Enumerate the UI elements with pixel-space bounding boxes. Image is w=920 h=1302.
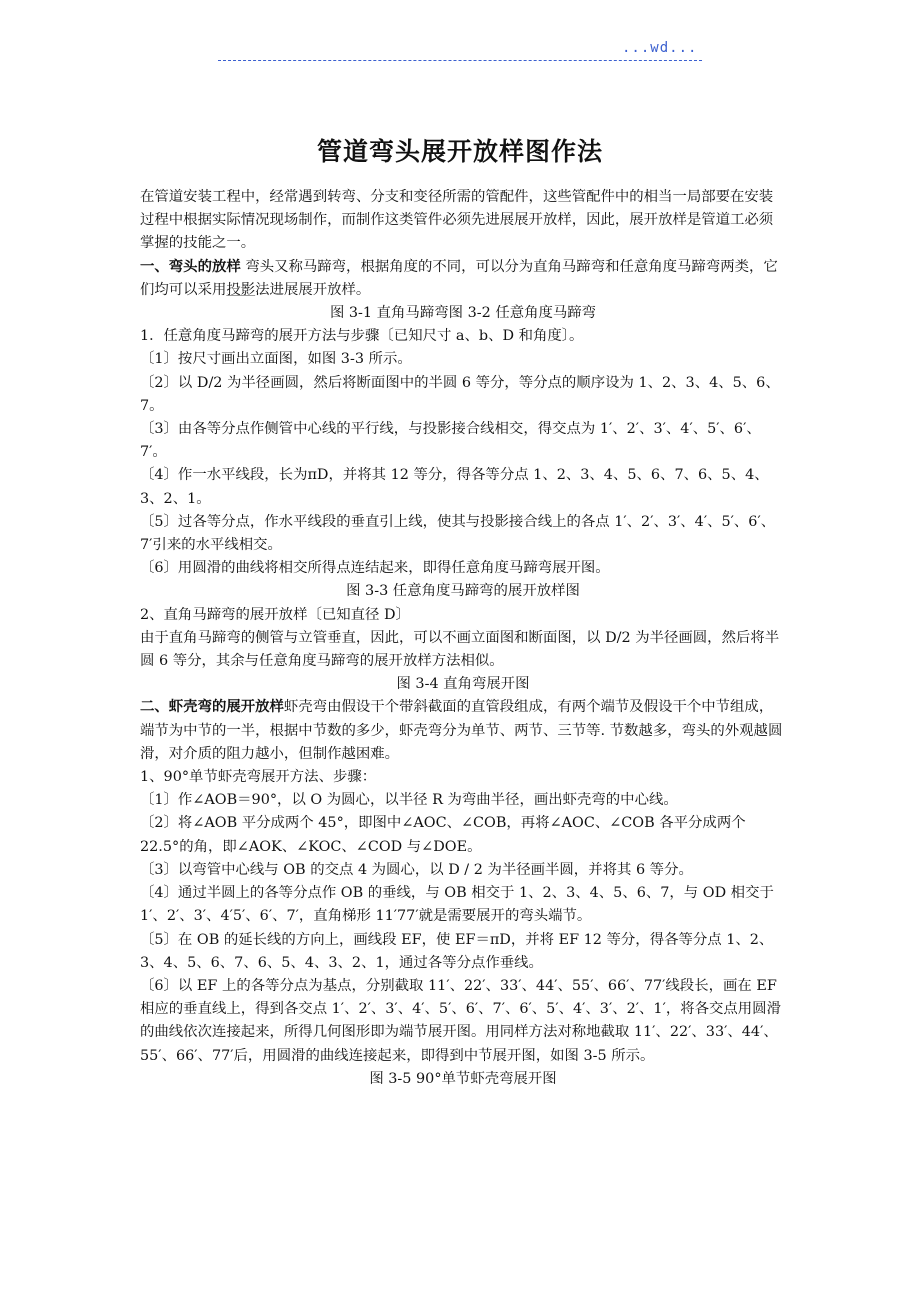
header-dots: ...wd... [622,40,698,56]
sub2-title: 2、直角马蹄弯的展开放样〔已知直径 D〕 [140,606,410,623]
step-item: 〔1〕按尺寸画出立面图，如图 3-3 所示。 [140,351,412,368]
figure-caption-3-5: 图 3-5 90°单节虾壳弯展开图 [369,1070,557,1087]
figure-caption-3-1: 图 3-1 直角马蹄弯图 3-2 任意角度马蹄弯 [329,305,597,322]
sub2-paragraph: 由于直角马蹄弯的侧管与立管垂直，因此，可以不画立面图和断面图，以 D/2 为半径画圆，然后将半圆 6 等分，其余与任意角度马蹄弯的展开放样方法相似。 [140,629,780,670]
step-item: 〔2〕将∠AOB 平分成两个 45°，即图中∠AOC、∠COB，再将∠AOC、∠COB 各平分成两个 22.5°的角，即∠AOK、∠KOC、∠COD 与∠DOE。 [140,815,746,855]
step-item: 〔4〕通过半圆上的各等分点作 OB 的垂线，与 OB 相交于 1、2、3、4、5、6、7，与 OD 相交于 1′、2′、3′、4′5′、6′、7′，直角梯形 11′77′就是需要展开的弯头端节。 [140,885,774,925]
step-item: 〔3〕以弯管中心线与 OB 的交点 4 为圆心，以 D / 2 为半径画半圆，并将其 6 等分。 [140,861,693,878]
section1-heading: 一、弯头的放样 [140,258,241,275]
intro-paragraph: 在管道安装工程中，经常遇到转弯、分支和变径所需的管配件，这些管配件中的相当一局部要在安装过程中根据实际情况现场制作，而制作这类管件必须先进展展开放样，因此，展开放样是管道工必须掌握的技能之一。 [140,189,774,252]
section1-text-after: 法进展展开放样。 [255,281,371,298]
section1-paragraph [140,256,786,302]
step-item: 〔6〕以 EF 上的各等分点为基点，分别截取 11′、22′、33′、44′、55′、66′、77′线段长，画在 EF 相应的垂直线上，得到各交点 1′、2′、3′、4′、5′、6′、7′、6′、5′、4′、3′、2′、1′，将各交点用圆滑的曲线依次连接起来，所得几何图形即为端节展开图。用同样方法对称地截取 11′、22′、33′、44′、55′、66′、77′后，用圆滑的曲线连接起来，即得到中节展开图，如图 3-5 所示。 [140,977,781,1064]
step-item: 〔3〕由各等分点作侧管中心线的平行线，与投影接合线相交，得交点为 1′、2′、3′、4′、5′、6′、7′。 [140,421,761,461]
section1-text-before: 弯头又称马蹄弯，根据角度的不同，可以分为直角马蹄弯和任意角度马蹄弯两类，它们均可以采用 [140,258,778,298]
section2-paragraph [140,696,786,766]
page-title: 管道弯头展开放样图作法 [316,137,603,166]
step-item: 〔6〕用圆滑的曲线将相交所得点连结起来，即得任意角度马蹄弯展开图。 [140,560,610,577]
sub1-title: 1．任意角度马蹄弯的展开方法与步骤〔已知尺寸 a、b、D 和角度〕。 [140,328,584,345]
header-rule [218,60,702,61]
step-item: 〔5〕在 OB 的延长线的方向上，画线段 EF，使 EF＝πD，并将 EF 12 等分，得各等分点 1、2、3、4、5、6、7、6、5、4、3、2、1，通过各等分点作垂线。 [140,931,774,971]
step-item: 〔2〕以 D/2 为半径画圆，然后将断面图中的半圆 6 等分，等分点的顺序设为 1、2、3、4、5、6、7。 [140,374,780,414]
section1-underlined-term: 投影 [226,281,256,298]
document-body [140,186,786,1091]
step-item: 〔4〕作一水平线段，长为πD，并将其 12 等分，得各等分点 1、2、3、4、5、6、7、6、5、4、3、2、1。 [140,467,769,507]
figure-caption-3-4: 图 3-4 直角弯展开图 [396,676,530,693]
section2-heading: 二、虾壳弯的展开放样 [140,699,284,716]
figure-caption-3-3: 图 3-3 任意角度马蹄弯的展开放样图 [346,583,580,600]
section2-sub1-title: 1、90°单节虾壳弯展开方法、步骤： [140,769,377,786]
step-item: 〔1〕作∠AOB＝90°，以 O 为圆心，以半径 R 为弯曲半径，画出虾壳弯的中心线。 [140,792,678,809]
step-item: 〔5〕过各等分点，作水平线段的垂直引上线，使其与投影接合线上的各点 1′、2′、3′、4′、5′、6′、7′引来的水平线相交。 [140,513,776,554]
section2-text: 虾壳弯由假设干个带斜截面的直管段组成，有两个端节及假设干个中节组成，端节为中节的一半，根据中节数的多少，虾壳弯分为单节、两节、三节等. 节数越多，弯头的外观越圆滑，对介质的阻力越小，但制作越困难。 [140,699,783,762]
